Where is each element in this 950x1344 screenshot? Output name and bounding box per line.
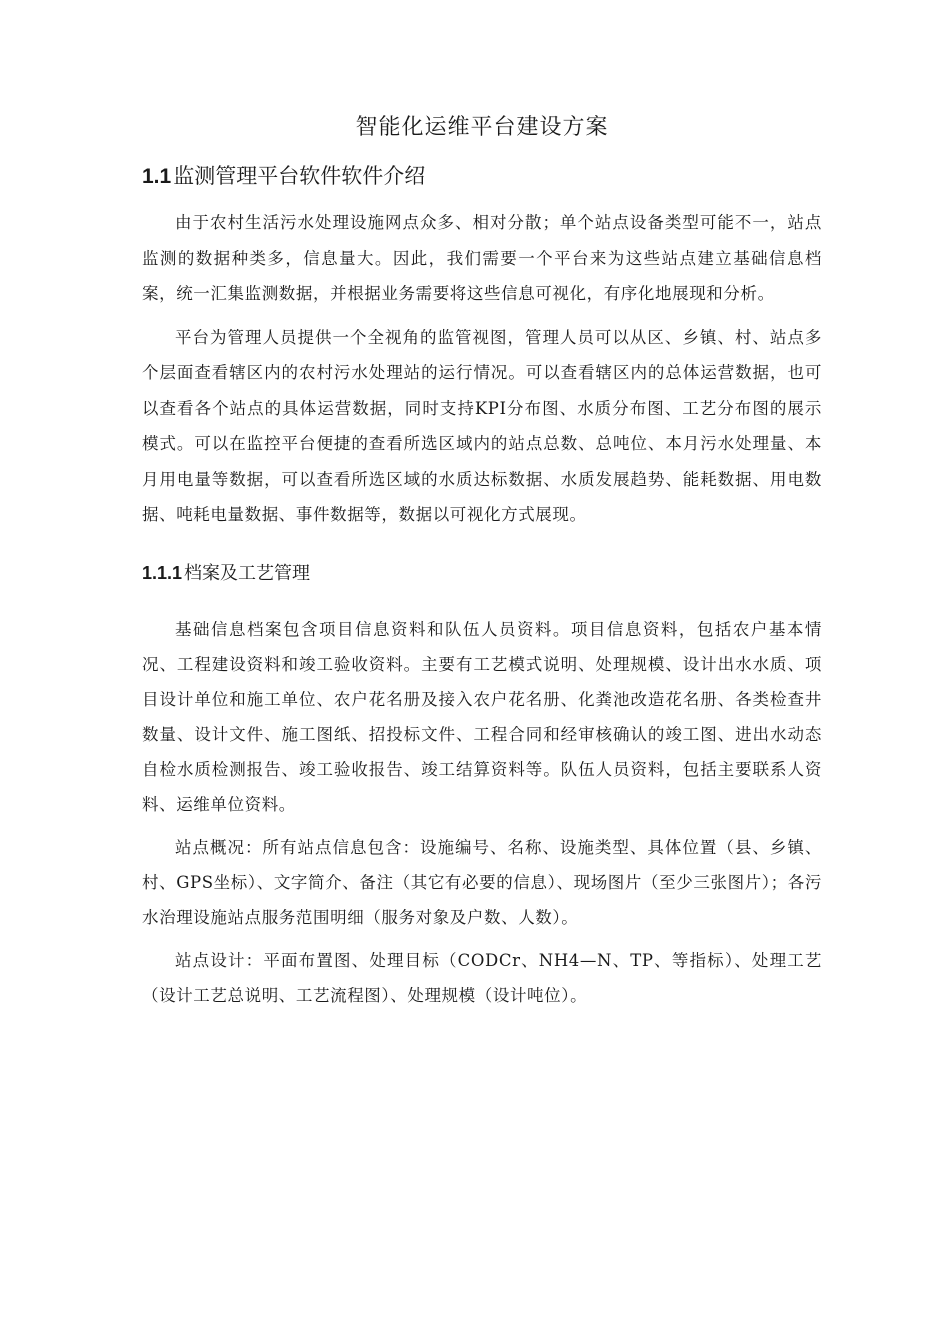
document-title: 智能化运维平台建设方案 [355, 115, 609, 140]
subsection-paragraph-2: 站点概况：所有站点信息包含：设施编号、名称、设施类型、具体位置（县、乡镇、村、GPS坐标）、文字简介、备注（其它有必要的信息）、现场图片（至少三张图片）；各污水治理设施站点服务范围明细（服务对象及户数、人数）。 [142, 837, 822, 927]
subsection-paragraph-3: 站点设计：平面布置图、处理目标（CODCr、NH4—N、TP、等指标）、处理工艺（设计工艺总说明、工艺流程图）、处理规模（设计吨位）。 [142, 950, 822, 1005]
section-number: 1.1 [142, 165, 172, 188]
subsection-paragraph-1: 基础信息档案包含项目信息资料和队伍人员资料。项目信息资料，包括农户基本情况、工程建设资料和竣工验收资料。主要有工艺模式说明、处理规模、设计出水水质、项目设计单位和施工单位、农户花名册及接入农户花名册、化粪池改造花名册、各类检查井数量、设计文件、施工图纸、招投标文件、工程合同和经审核确认的竣工图、进出水动态自检水质检测报告、竣工验收报告、竣工结算资料等。队伍人员资料，包括主要联系人资料、运维单位资料。 [142, 619, 822, 814]
section-heading [142, 160, 822, 193]
section-paragraph-2: 平台为管理人员提供一个全视角的监管视图，管理人员可以从区、乡镇、村、站点多个层面查看辖区内的农村污水处理站的运行情况。可以查看辖区内的总体运营数据，也可以查看各个站点的具体运营数据，同时支持KPI分布图、水质分布图、工艺分布图的展示模式。可以在监控平台便捷的查看所选区域内的站点总数、总吨位、本月污水处理量、本月用电量等数据，可以查看所选区域的水质达标数据、水质发展趋势、能耗数据、用电数据、吨耗电量数据、事件数据等，数据以可视化方式展现。 [142, 327, 822, 524]
section-paragraph-1: 由于农村生活污水处理设施网点众多、相对分散；单个站点设备类型可能不一，站点监测的数据种类多，信息量大。因此，我们需要一个平台来为这些站点建立基础信息档案，统一汇集监测数据，并根据业务需要将这些信息可视化，有序化地展现和分析。 [142, 213, 822, 303]
section-title: 监测管理平台软件软件介绍 [173, 164, 426, 188]
subsection-number: 1.1.1 [142, 562, 183, 583]
document-page [142, 112, 822, 1021]
subsection-title: 档案及工艺管理 [184, 562, 311, 584]
subsection-heading [142, 559, 822, 588]
